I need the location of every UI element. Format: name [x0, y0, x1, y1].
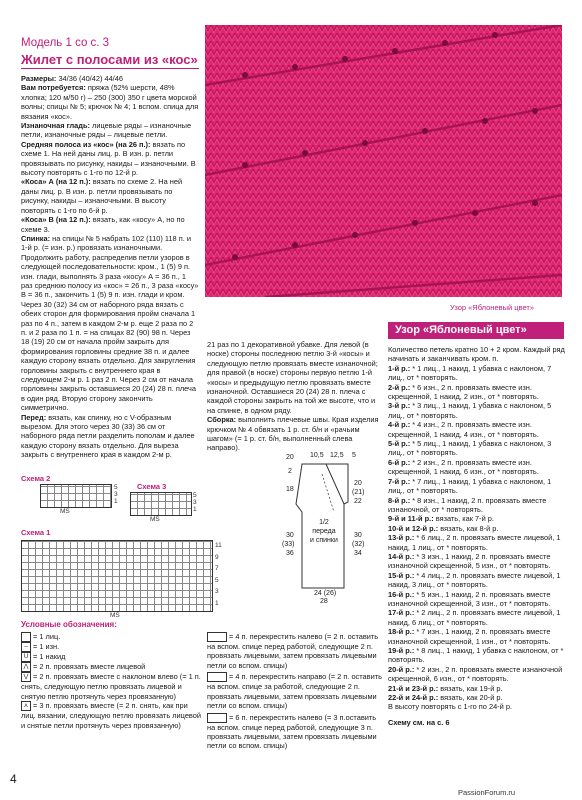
pattern-row	[388, 401, 565, 420]
legend-text: = 2 п. провязать вместе лицевой	[33, 662, 146, 672]
pattern-row-label: 7-й р.:	[388, 476, 411, 486]
pattern-row-text: * 3 изн., 1 накид, 2 п. провязать вместе изнаночной скрещенной, 5 изн., от * повторять.	[388, 551, 551, 571]
pattern-row	[388, 514, 565, 523]
pattern-row	[388, 684, 565, 693]
cross-stitch-legend	[207, 632, 383, 753]
col1-text: лицевые ряды – изнаночные петли, изнаночные ряды – лицевые петли.	[21, 121, 192, 140]
legend-item	[21, 642, 201, 652]
pattern-row-label: 10-й и 12-й р.:	[388, 523, 439, 533]
pattern-row-label: 2-й р.:	[388, 382, 411, 392]
row-number: 5	[215, 576, 219, 584]
scheme-2-ms: MS	[60, 508, 70, 515]
col1-paragraph	[21, 300, 199, 413]
legend-item	[21, 662, 201, 672]
pattern-row-label: 13-й р.:	[388, 533, 415, 543]
col2-paragraph	[207, 340, 379, 415]
pattern-row-text: * 5 лиц., 1 накид, 1 убавка с наклоном, 3 лиц., от * повторять.	[388, 439, 552, 458]
instructions-column-1	[21, 74, 199, 460]
pattern-title: Узор «Яблоневый цвет»	[388, 322, 564, 339]
pattern-row-text: * 8 изн., 1 накид, 2 п. провязать вместе изнаночной, от * повторять.	[388, 495, 547, 514]
row-number: 11	[215, 542, 222, 549]
legend-item	[21, 652, 201, 662]
pattern-row-label: 20-й р.:	[388, 664, 415, 674]
pattern-row	[388, 646, 565, 665]
pattern-row-label: 6-й р.:	[388, 457, 411, 467]
pattern-row	[388, 458, 565, 477]
pattern-row	[388, 364, 565, 383]
col1-text: вязать, как «косу» А, но по схеме 3.	[21, 215, 185, 234]
stitch-symbol-icon: ⋏	[21, 701, 31, 711]
cross-legend-text: = 4 п. перекрестить налево (= 2 п. оставить на вспом. спице перед работой, следующие 2 п. провязать лицевыми, затем провязать лицевыми петли со вспом. спицы)	[207, 632, 379, 670]
row-number: 5	[114, 484, 118, 491]
cross-legend-item	[207, 713, 383, 751]
pattern-row-text: * 5 изн., 1 накид, 2 п. провязать вместе изнаночной скрещенной, 3 изн., от * повторять.	[388, 589, 551, 608]
diagram-left-num-3: 30	[286, 532, 294, 539]
col1-text: на спицы № 5 набрать 102 (110) 118 п. и 1-й р. (= изн. р.) провязать изнаночными. Продолжить работу, распределив петли узоров в следующей последовательности: кром., 1 (5) 9 п. изн. глади, выполнять 3 раза «косу» А = 36 п., 1 раз среднюю полосу из «кос» = 26 п., 3 раза «косу» В = 36 п., закончить 1 (5) 9 п. изн. глади и кром.	[21, 233, 199, 300]
scheme-2-row-numbers	[114, 484, 118, 505]
cable-symbol-icon	[207, 632, 227, 642]
col2-paragraph	[207, 415, 379, 453]
row-number: 9	[215, 553, 219, 561]
pattern-row-text: * 7 лиц., 1 накид, 1 убавка с наклоном, 1 лиц., от * повторять.	[388, 476, 552, 496]
footer-watermark: PassionForum.ru	[458, 788, 516, 797]
legend-item	[21, 701, 201, 730]
diagram-center-label: 1/2 переда и спинки	[310, 519, 338, 544]
col2-text: 21 раз по 1 декоративной убавке. Для левой (в носке) стороны последнюю петлю 3-й «косы» и следующую петлю провязать вместе изнаночной; для правой (в носке) стороны первую петлю 1-й «косы» и предыдущую петлю провязать вместе изнаночной. Оставшиеся 20 (24) 28 п. плеча с каждой стороны закрыть на той же высоте, что и на спинке, в одном ряду.	[207, 340, 378, 415]
pattern-row	[388, 571, 565, 590]
pattern-row-label: 19-й р.:	[388, 646, 415, 655]
diagram-right-num-2: (21)	[352, 489, 365, 496]
page-number: 4	[10, 772, 17, 786]
pattern-row-label: 21-й и 23-й р.:	[388, 683, 439, 693]
pattern-row-text: * 2 лиц., 2 п. провязать вместе лицевой, 1 накид, 6 лиц., от * повторять.	[388, 608, 561, 627]
col1-heading: Спинка:	[21, 233, 51, 243]
instructions-column-2	[207, 340, 379, 453]
diagram-top-num-2: 10,5	[310, 452, 324, 459]
pattern-row-label: 16-й р.:	[388, 589, 415, 599]
scheme-2-title: Схема 2	[21, 474, 51, 483]
scheme-3-row-numbers	[193, 492, 197, 513]
col1-heading: «Коса» В (на 12 п.):	[21, 215, 91, 225]
scheme-3-grid	[130, 492, 192, 516]
col1-paragraph	[21, 140, 199, 178]
diagram-top-num-4: 5	[352, 452, 356, 459]
pattern-row-text: * 3 лиц., 1 накид, 1 убавка с наклоном, 5 лиц., от * повторять.	[388, 401, 552, 420]
legend-item	[21, 632, 201, 642]
knit-photo	[205, 25, 562, 297]
row-number: 3	[215, 588, 219, 595]
pattern-row-label: 17-й р.:	[388, 608, 415, 618]
stitch-symbol-icon	[21, 632, 31, 642]
col1-text: вязать по схеме 2. На ней даны лиц. р. В изн. р. петли провязывать по рисунку, накиды – изнаночными. В высоту повторять с 1-го по 6-й р.	[21, 177, 183, 215]
scheme-1-grid	[21, 540, 213, 612]
pattern-row	[388, 383, 565, 402]
legend-text: = 1 лиц.	[33, 632, 61, 641]
col1-paragraph	[21, 215, 199, 234]
pattern-row-text: * 6 изн., 2 п. провязать вместе изн. скрещенной, 1 накид, 2 изн., от * повторять.	[388, 382, 539, 402]
pattern-row-text: * 2 изн., 2 п. провязать вместе изн. скрещенной, 1 накид, 6 изн., от * повторять.	[388, 457, 539, 477]
scheme-3-title: Схема 3	[137, 482, 167, 491]
pattern-row-text: * 4 изн., 2 п. провязать вместе изн. скрещенной, 1 накид, 4 изн., от * повторять.	[388, 420, 539, 439]
pattern-row-label: 8-й р.:	[388, 495, 411, 505]
pattern-intro: Количество петель кратно 10 + 2 кром. Каждый ряд начинать и заканчивать кром. п.	[388, 345, 565, 364]
pattern-row-label: 5-й р.:	[388, 439, 411, 449]
stitch-symbol-icon: ⋁	[21, 672, 31, 682]
row-number: 1	[215, 599, 219, 607]
pattern-row-text: вязать, как 19-й р.	[438, 683, 503, 693]
title-underline	[21, 68, 199, 69]
diagram-left-num-4: (33)	[282, 541, 295, 548]
pattern-row	[388, 702, 565, 711]
col1-paragraph	[21, 74, 199, 83]
pattern-row-label: 15-й р.:	[388, 570, 415, 580]
pattern-row	[388, 420, 565, 439]
knit-texture	[205, 25, 562, 297]
cross-legend-text: = 6 п. перекрестить налево (= 3 п.оставить на вспом. спице перед работой, следующие 3 п. провязать лицевыми, затем провязать лицевыми петли со вспом. спицы)	[207, 712, 377, 751]
col1-paragraph	[21, 413, 199, 460]
col1-text: вязать, как спинку, но с V-образным вырезом. Для этого через 30 (33) 36 см от наборного ряда петли разделить пополам и далее каждую сторону вязать отдельно. Для выреза закрыть с внутреннего края в каждом 2-м р.	[21, 412, 195, 460]
legend-item	[21, 672, 201, 701]
col1-heading: Изнаночная гладь:	[21, 121, 90, 131]
diagram-bottom-num-2: 28	[320, 598, 328, 605]
col1-heading: Размеры:	[21, 74, 57, 83]
pattern-row	[388, 665, 565, 684]
pattern-row-label: 18-й р.:	[388, 627, 415, 637]
pattern-row-text: вязать, как 8-й р.	[438, 523, 499, 533]
pattern-row-label: 3-й р.:	[388, 401, 411, 411]
pattern-row-label: 1-й р.:	[388, 363, 411, 373]
pattern-row	[388, 608, 565, 627]
scheme-2-grid	[40, 484, 112, 508]
article-title: Жилет с полосами из «кос»	[21, 52, 198, 67]
col2-heading: Сборка:	[207, 415, 237, 425]
scheme-1-ms: MS	[110, 612, 120, 619]
legend-text: = 3 п. провязать вместе (= 2 п. снять, как при лиц. вязании, следующую петлю провязать лицевой и снятые петли протянуть через провязанную)	[21, 701, 202, 730]
col1-heading: Перед:	[21, 412, 47, 422]
pattern-row-text: В высоту повторять с 1-го по 24-й р.	[388, 702, 512, 712]
col1-text: пряжа (52% шерсти, 48% хлопка; 120 м/50 г) – 250 (300) 350 г цвета морской волны; спицы № 5; крючок № 4; 1 вспом. спица для вязания «кос».	[21, 83, 199, 121]
pattern-row	[388, 590, 565, 609]
pattern-row	[388, 533, 565, 552]
diagram-left-num-1: 2	[288, 468, 292, 475]
cross-legend-item	[207, 672, 383, 710]
pattern-row	[388, 693, 565, 702]
pattern-row-label: 22-й и 24-й р.:	[388, 693, 439, 703]
pattern-row-text: * 2 изн., 2 п. провязать вместе изнаночной скрещенной, 6 изн., от * повторять.	[388, 664, 563, 684]
diagram-right-num-3: 22	[354, 498, 362, 505]
diagram-top-num-3: 12,5	[330, 452, 344, 459]
stitch-symbol-icon: –	[21, 642, 31, 652]
scheme-3-ms: MS	[150, 516, 160, 523]
stitch-symbol-icon: U	[21, 652, 31, 662]
legend-text: = 1 накид	[33, 652, 66, 662]
col1-heading: Средняя полоса из «кос» (на 26 п.):	[21, 139, 151, 149]
legend-text: = 1 изн.	[33, 642, 60, 652]
pattern-row-text: вязать, как 7-й р.	[433, 514, 494, 524]
row-number: 3	[193, 499, 197, 506]
scheme-1-row-numbers	[215, 540, 222, 609]
pattern-row	[388, 496, 565, 515]
pattern-row	[388, 439, 565, 458]
pattern-row-text: * 4 лиц., 2 п. провязать вместе лицевой, 1 накид, 3 лиц., от * повторять.	[388, 570, 561, 590]
pattern-row-text: * 1 лиц., 1 накид, 1 убавка с наклоном, 7 лиц., от * повторять.	[388, 363, 552, 383]
see-schema-note: Схему см. на с. 6	[388, 717, 450, 727]
pattern-row	[388, 627, 565, 646]
pattern-row-label: 4-й р.:	[388, 420, 411, 430]
legend-title: Условные обозначения:	[21, 620, 117, 629]
col1-paragraph	[21, 121, 199, 140]
cable-symbol-icon	[207, 713, 227, 723]
diagram-right-num-5: (32)	[352, 541, 365, 548]
row-number: 3	[114, 491, 118, 498]
pattern-row	[388, 552, 565, 571]
diagram-right-num-4: 30	[354, 532, 362, 539]
col2-text: выполнить плечевые швы. Края изделия крючком № 4 обвязать 1 р. ст. б/н и «рачьим шагом» (= 1 р. ст. б/н, выполненный слева направо).	[207, 415, 379, 453]
cross-legend-text: = 4 п. перекрестить направо (= 2 п. оставить на вспом. спице за работой, следующие 2 п. провязать лицевыми, затем провязать лицевыми петли со вспом. спицы)	[207, 672, 382, 711]
photo-caption: Узор «Яблоневый цвет»	[450, 303, 534, 312]
diagram-left-num-5: 36	[286, 550, 294, 557]
model-reference: Модель 1 со с. 3	[21, 37, 110, 49]
garment-diagram	[282, 452, 372, 605]
pattern-row	[388, 524, 565, 533]
pattern-row-text: * 6 лиц., 2 п. провязать вместе лицевой, 1 накид, 1 лиц., от * повторять.	[388, 533, 561, 552]
diagram-left-num-2: 18	[286, 486, 294, 493]
diagram-bottom-num-1: 24 (26)	[314, 590, 337, 597]
row-number: 7	[215, 565, 219, 572]
col1-text: вязать по схеме 1. На ней даны лиц. р. В изн. р. петли провязывать по рисунку, накиды – изнаночными. В высоту повторять с 1-го по 12-й р.	[21, 139, 196, 178]
pattern-instructions	[388, 345, 565, 727]
cross-legend-item	[207, 632, 383, 670]
col1-paragraph	[21, 83, 199, 121]
diagram-right-num-1: 20	[354, 480, 362, 487]
col1-text: 34/36 (40/42) 44/46	[56, 74, 123, 83]
pattern-row	[388, 477, 565, 496]
legend-text: = 2 п. провязать вместе с наклоном влево (= 1 п. снять, следующую петлю провязать лицевой и снятую петлю протянуть через провязанную)	[21, 672, 201, 701]
pattern-row-text: * 7 изн., 1 накид, 2 п. провязать вместе изнаночной скрещенной, 1 изн., от * повторять.	[388, 627, 551, 646]
stitch-symbol-icon: ⋀	[21, 662, 31, 672]
col1-paragraph	[21, 177, 199, 215]
col1-heading: Вам потребуется:	[21, 83, 86, 93]
legend-list	[21, 632, 201, 730]
row-number: 1	[114, 498, 118, 505]
scheme-1-title: Схема 1	[21, 528, 51, 537]
pattern-row-label: 14-й р.:	[388, 551, 415, 561]
row-number: 1	[193, 506, 197, 513]
row-number: 5	[193, 492, 197, 499]
pattern-row-label: 9-й и 11-й р.:	[388, 514, 434, 524]
diagram-right-num-6: 34	[354, 550, 362, 557]
col1-paragraph	[21, 234, 199, 300]
cable-symbol-icon	[207, 672, 227, 682]
col1-heading: «Коса» А (на 12 п.):	[21, 177, 91, 187]
pattern-row-text: * 8 лиц., 1 накид, 1 убавка с наклоном, от * повторять.	[388, 646, 564, 665]
diagram-top-num-1: 20	[286, 454, 294, 461]
col1-text: Через 30 (32) 34 см от наборного ряда вязать с обеих сторон для формирования пройм сначала 1 раз по 4 п., затем в каждом 2-м р. еще 2 раза по 2 п. и 2 раза по 1 п. = на спицах 82 (90) 98 п. Через 18 (19) 20 см от начала пройм закрыть для формирования горловины средние 38 п. и далее каждую сторону вязать отдельно. Для закругления горловины закрыть с внутреннего края в следующем 2-м р. 1 раз 2 п. Через 2 см от начала горловины закрыть оставшиеся 20 (24) 28 п. плеча в один ряд. Вторую сторону закончить симметрично.	[21, 299, 197, 413]
pattern-row-text: вязать, как 20-й р.	[438, 693, 503, 703]
